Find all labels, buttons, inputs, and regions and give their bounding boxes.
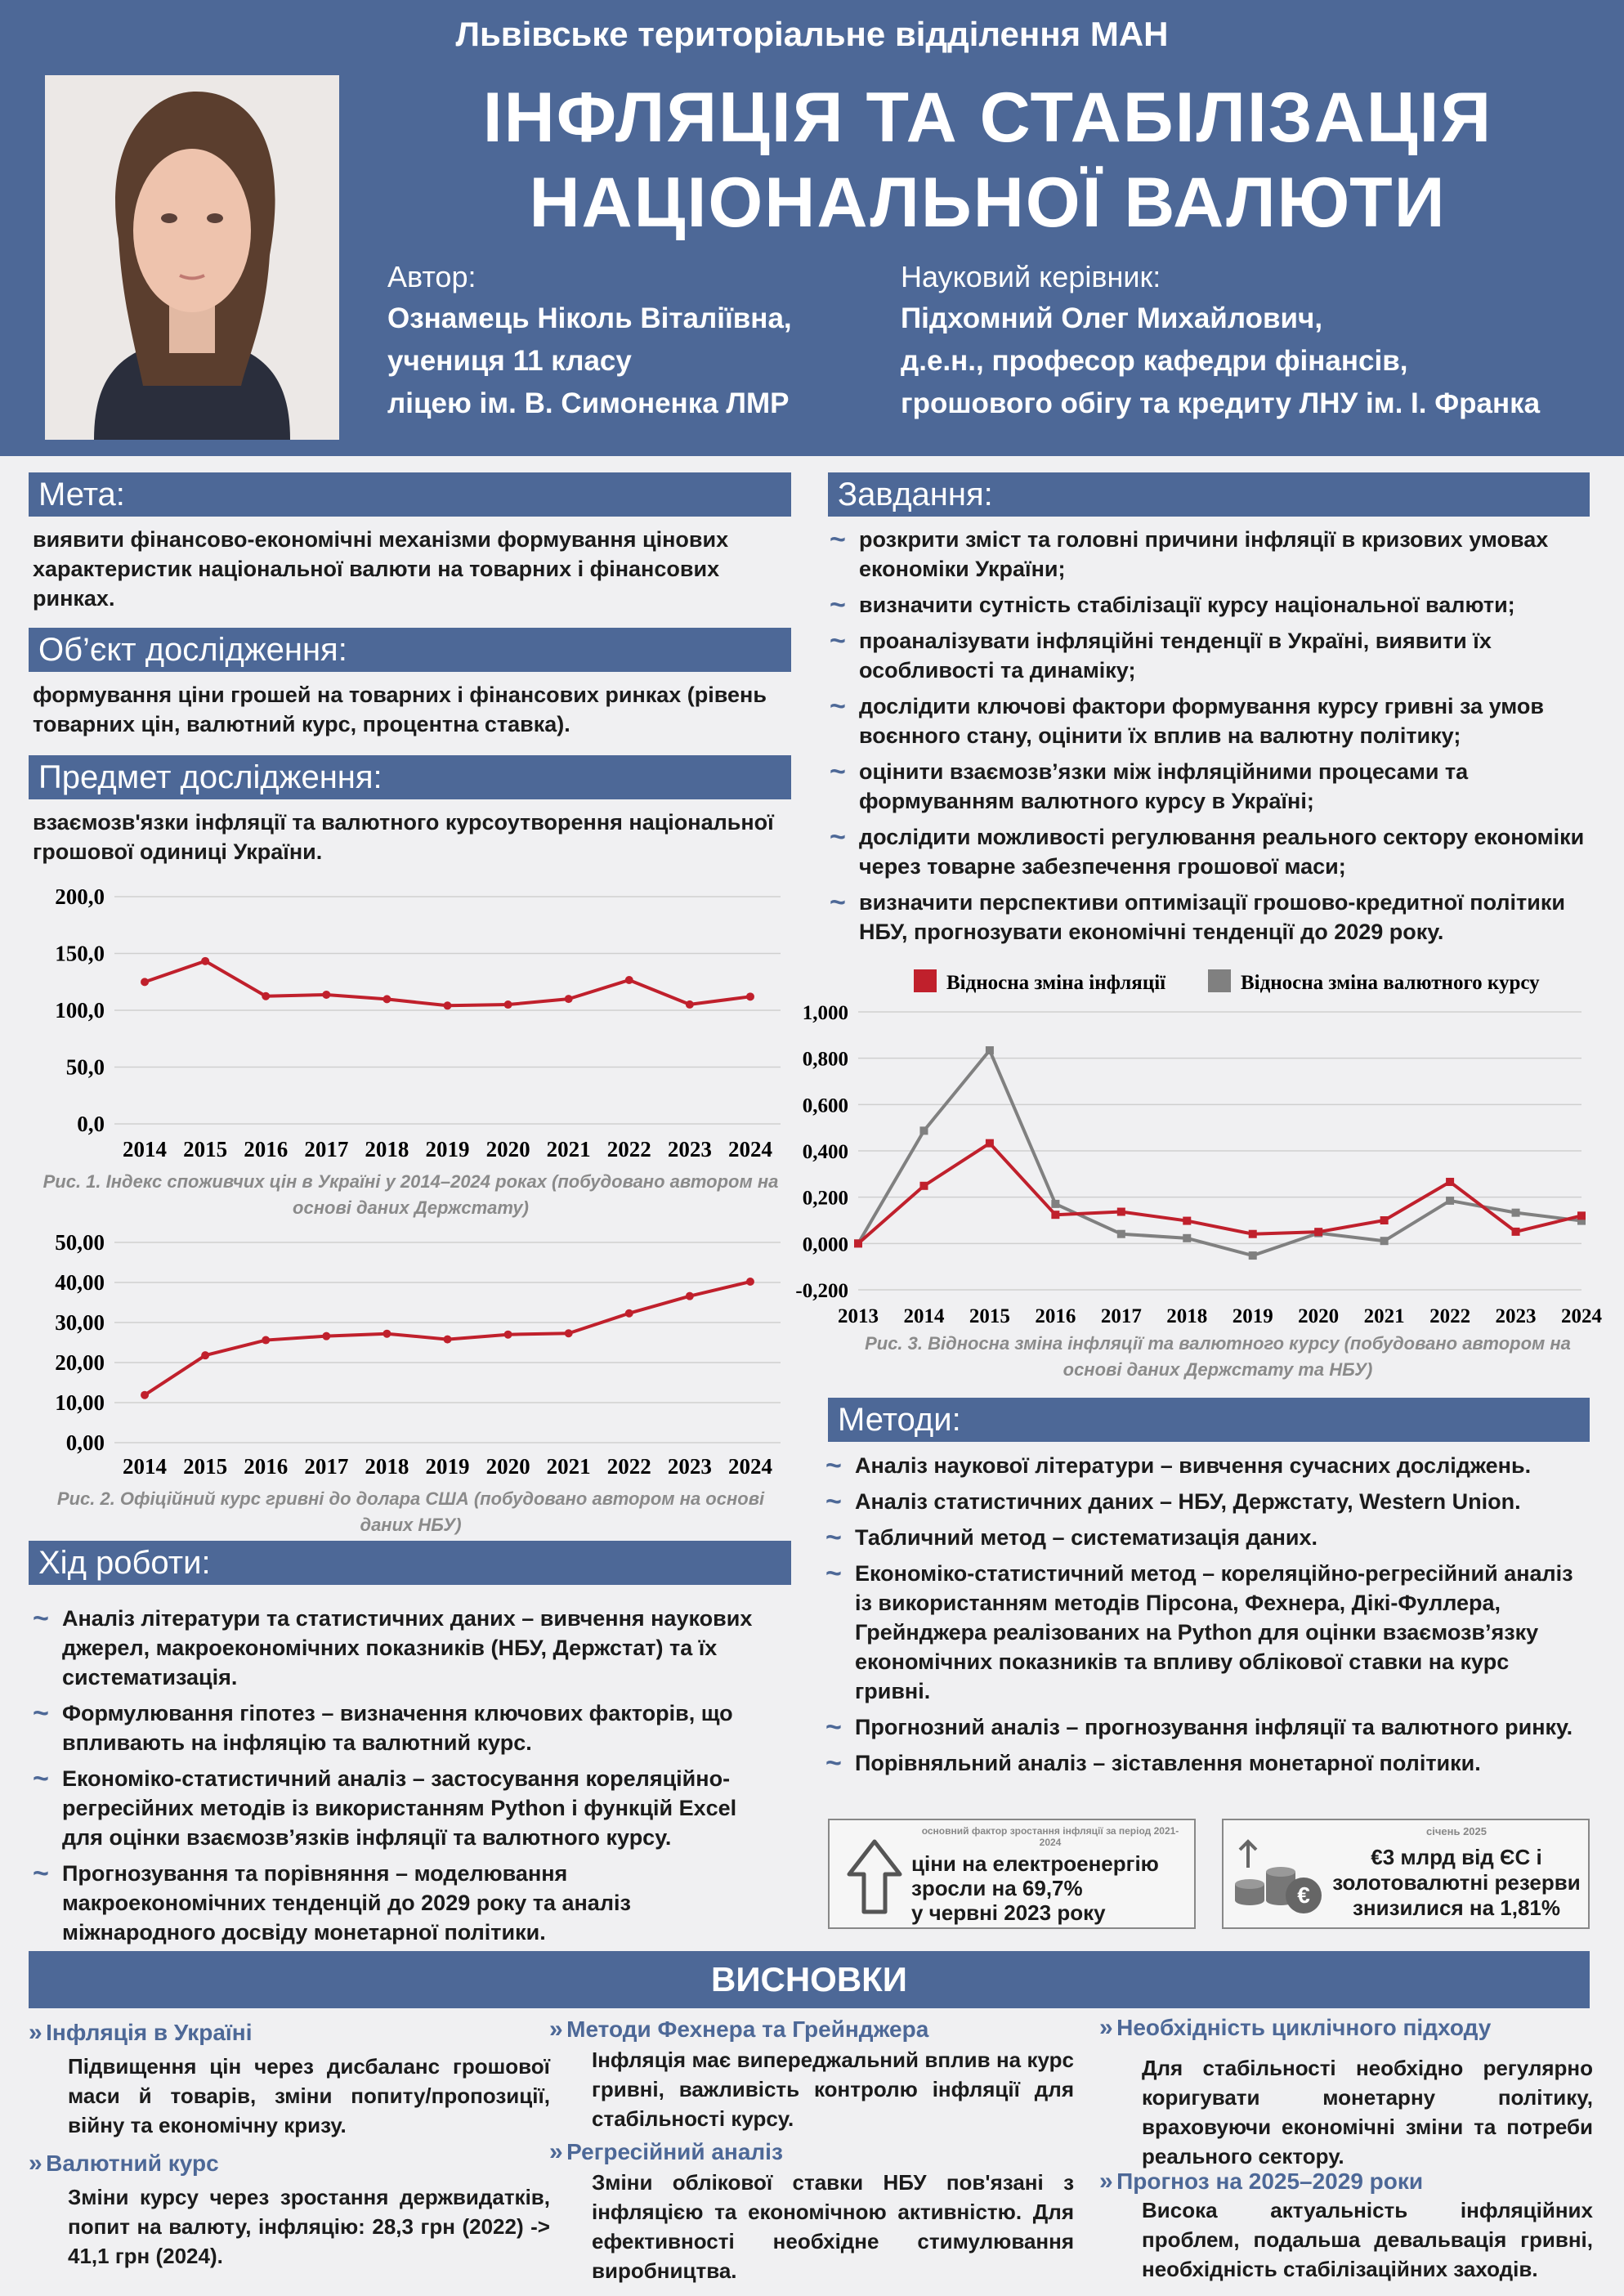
tilde-bullet-icon: ~ — [33, 1858, 49, 1889]
list-item: ~ Прогнозування та порівняння – моделювання макроекономічних тенденцій до 2029 року та аналіз міжнародного досвіду монетарної політики. — [33, 1858, 631, 1945]
supervisor-info: Підхомний Олег Михайлович, д.е.н., професор кафедри фінансів, грошового обігу та кредиту ЛНУ ім. І. Франка — [901, 302, 1541, 419]
data-point — [1446, 1197, 1454, 1205]
data-point — [565, 1329, 573, 1337]
fact-text: €3 млрд від ЄС і золотовалютні резерви знизилися на 1,81% — [1332, 1845, 1581, 1920]
author-info: Ознамець Ніколь Віталіївна, учениця 11 класу ліцею ім. В. Симоненка ЛМР — [387, 302, 792, 419]
x-tick-label: 2022 — [1429, 1305, 1471, 1327]
data-point — [1380, 1216, 1389, 1224]
x-tick-label: 2020 — [485, 1454, 530, 1479]
x-tick-label: 2023 — [667, 1137, 712, 1161]
methods-heading: Методи: — [828, 1398, 1590, 1442]
organization-name: Львівське територіальне відділення МАН — [455, 15, 1169, 53]
data-point — [686, 1292, 694, 1300]
x-tick-label: 2017 — [304, 1454, 349, 1479]
data-point — [854, 1239, 862, 1247]
poster-title: ІНФЛЯЦІЯ ТА СТАБІЛІЗАЦІЯ НАЦІОНАЛЬНОЇ ВАЛЮТИ — [482, 78, 1493, 242]
y-tick-label: 30,00 — [55, 1310, 105, 1335]
legend-label-exchange: Відносна зміна валютного курсу — [1241, 972, 1540, 994]
data-point — [1183, 1217, 1191, 1225]
y-tick-label: 150,0 — [55, 941, 105, 966]
progress-heading: Хід роботи: — [29, 1541, 791, 1585]
x-tick-label: 2019 — [1232, 1305, 1273, 1327]
list-item: ~ Табличний метод – систематизація даних. — [825, 1522, 1318, 1553]
progress-list — [33, 1604, 768, 1954]
y-tick-label: 40,00 — [55, 1270, 105, 1295]
data-point — [322, 991, 330, 999]
x-tick-label: 2015 — [969, 1305, 1010, 1327]
data-point — [141, 978, 149, 986]
data-point — [686, 1000, 694, 1009]
data-point — [919, 1126, 928, 1135]
methods-list — [825, 1451, 1577, 1784]
chart2-caption: Рис. 2. Офіційний курс гривні до долара США (побудовано автором на основі даних НБУ) — [56, 1488, 765, 1535]
tasks-heading: Завдання: — [828, 472, 1590, 517]
x-tick-label: 2016 — [244, 1137, 289, 1161]
list-item: ~ Прогнозний аналіз – прогнозування інфляції та валютного ринку. — [825, 1712, 1573, 1743]
list-item: ~ Економіко-статистичний метод – кореляційно-регресійний аналіз із використанням методів Пірсона, Фехнера, Дікі-Фуллера, Грейнджера реалізованих на Python для оцінки взаємозв’язку економічних показників та впливу облікової ставки на курс гривні. — [825, 1558, 1573, 1703]
x-tick-label: 2020 — [1298, 1305, 1340, 1327]
x-tick-label: 2014 — [123, 1454, 168, 1479]
data-point — [1249, 1251, 1257, 1260]
y-tick-label: 50,00 — [55, 1230, 105, 1255]
x-tick-label: 2017 — [304, 1137, 349, 1161]
legend-swatch-exchange — [1208, 969, 1231, 992]
tilde-bullet-icon: ~ — [825, 1486, 842, 1517]
conclusion-block: » Прогноз на 2025–2029 роки Висока актуальність інфляційних проблем, подальша девальвація гривні, необхідність стабілізаційних заходів. — [1099, 2168, 1593, 2281]
fact-caption: основний фактор зростання інфляції за період 2021-2024 — [921, 1825, 1179, 1848]
y-tick-label: 200,0 — [55, 884, 105, 909]
data-point — [444, 1336, 452, 1344]
x-tick-label: 2015 — [183, 1454, 228, 1479]
tilde-bullet-icon: ~ — [33, 1603, 49, 1634]
data-point — [986, 1139, 994, 1148]
double-chevron-icon: » — [1099, 2168, 1113, 2195]
x-tick-label: 2023 — [1495, 1305, 1537, 1327]
x-tick-label: 2022 — [606, 1454, 651, 1479]
data-point — [201, 957, 209, 965]
chart1-caption: Рис. 1. Індекс споживчих цін в Україні у 2014–2024 роках (побудовано автором на основі даних Держстату) — [43, 1171, 779, 1218]
conclusion-block: » Інфляція в Україні Підвищення цін через дисбаланс грошової маси й товарів, зміни попиту/пропозиції, війну та економічну кризу. — [29, 2019, 550, 2137]
tilde-bullet-icon: ~ — [825, 1748, 842, 1779]
conclusions-heading: ВИСНОВКИ — [29, 1951, 1590, 2008]
data-point — [1314, 1228, 1322, 1236]
list-item: ~ дослідити можливості регулювання реального сектору економіки через товарне забезпечення грошової маси; — [830, 821, 1585, 879]
data-point — [383, 995, 391, 1003]
x-tick-label: 2022 — [606, 1137, 651, 1161]
x-tick-label: 2019 — [425, 1454, 470, 1479]
list-item: ~ оцінити взаємозв’язки між інфляційними процесами та формуванням валютного курсу в Україні; — [830, 756, 1469, 813]
x-tick-label: 2023 — [667, 1454, 712, 1479]
list-item: ~ Економіко-статистичний аналіз – застосування кореляційно-регресійних методів із використанням Python і функцій Excel для оцінки взаємозв’язків інфляції та валютного курсу. — [33, 1763, 737, 1850]
relative-change-line-chart — [785, 955, 1602, 1339]
data-point — [1183, 1234, 1191, 1242]
x-tick-label: 2019 — [425, 1137, 470, 1161]
data-point — [746, 1278, 754, 1286]
list-item: ~ дослідити ключові фактори формування курсу гривні за умов воєнного стану, оцінити їх вплив на валютну політику; — [830, 691, 1544, 748]
tilde-bullet-icon: ~ — [830, 691, 846, 722]
data-point — [1117, 1208, 1125, 1216]
data-point — [1512, 1209, 1520, 1217]
data-point — [201, 1351, 209, 1359]
data-point — [262, 992, 270, 1000]
y-tick-label: 0,400 — [802, 1141, 848, 1163]
x-tick-label: 2018 — [365, 1454, 409, 1479]
data-point — [746, 992, 754, 1000]
conclusion-block: » Методи Фехнера та Грейнджера Інфляція має випереджальний вплив на курс гривні, важливість контролю інфляції для стабільності курсу. — [549, 2016, 1074, 2131]
author-label: Автор: — [387, 260, 476, 293]
conclusion-block: » Необхідність циклічного підходу Для стабільності необхідно регулярно коригувати монетарну політику, враховуючи економічні зміни та потреби реального сектору. — [1099, 2014, 1593, 2168]
list-item: ~ розкрити зміст та головні причини інфляції в кризових умовах економіки України; — [830, 524, 1549, 581]
data-point — [625, 1309, 633, 1318]
double-chevron-icon: » — [549, 2138, 563, 2165]
data-point — [565, 995, 573, 1003]
x-tick-label: 2016 — [244, 1454, 289, 1479]
list-item: ~ Формулювання гіпотез – визначення ключових факторів, що впливають на інфляцію та валютний курс. — [33, 1698, 733, 1755]
tilde-bullet-icon: ~ — [825, 1712, 842, 1743]
conclusion-block: » Валютний курс Зміни курсу через зростання держвидатків, попит на валюту, інфляцію: 28,3 грн (2022) -> 41,1 грн (2024). — [29, 2150, 550, 2268]
fact-caption: січень 2025 — [1426, 1825, 1487, 1837]
object-text: формування ціни грошей на товарних і фінансових ринках (рівень товарних цін, валютний курс, процентна ставка). — [33, 683, 767, 736]
data-point — [504, 1000, 512, 1009]
x-tick-label: 2013 — [838, 1305, 879, 1327]
chart3-caption: Рис. 3. Відносна зміна інфляції та валютного курсу (побудовано автором на основі даних Держстату та НБУ) — [865, 1333, 1571, 1380]
tilde-bullet-icon: ~ — [830, 524, 846, 555]
cpi-line-chart — [29, 879, 793, 1169]
x-tick-label: 2020 — [485, 1137, 530, 1161]
legend-label-inflation: Відносна зміна інфляції — [946, 972, 1166, 994]
coins-euro-icon — [1232, 1835, 1326, 1917]
y-tick-label: 50,0 — [65, 1054, 105, 1080]
tilde-bullet-icon: ~ — [830, 625, 846, 656]
fact-box-electricity — [828, 1819, 1196, 1929]
double-chevron-icon: » — [1099, 2014, 1113, 2041]
x-tick-label: 2015 — [183, 1137, 228, 1161]
tilde-bullet-icon: ~ — [830, 821, 846, 853]
y-tick-label: 0,00 — [65, 1430, 105, 1455]
tilde-bullet-icon: ~ — [830, 589, 846, 620]
y-tick-label: 0,000 — [802, 1233, 848, 1256]
data-point — [1051, 1200, 1059, 1208]
tasks-list — [830, 525, 1586, 953]
subject-heading: Предмет дослідження: — [29, 755, 791, 799]
series-line — [858, 1050, 1581, 1255]
y-tick-label: 0,200 — [802, 1187, 848, 1210]
legend-swatch-inflation — [914, 969, 937, 992]
arrow-up-icon — [846, 1838, 903, 1916]
tilde-bullet-icon: ~ — [825, 1450, 842, 1481]
data-point — [1249, 1230, 1257, 1238]
tilde-bullet-icon: ~ — [33, 1763, 49, 1794]
data-point — [919, 1182, 928, 1190]
list-item: ~ визначити перспективи оптимізації грошово-кредитної політики НБУ, прогнозувати економічні тенденції до 2029 року. — [830, 887, 1565, 944]
goal-text: виявити фінансово-економічні механізми формування цінових характеристик національної валюти на товарних і фінансових ринках. — [33, 527, 729, 611]
data-point — [1512, 1228, 1520, 1236]
data-point — [1446, 1178, 1454, 1186]
y-tick-label: 0,600 — [802, 1094, 848, 1117]
data-point — [444, 1001, 452, 1009]
x-tick-label: 2021 — [1363, 1305, 1405, 1327]
conclusion-block: » Регресійний аналіз Зміни облікової ставки НБУ пов'язані з інфляцією та економічною активністю. Для ефективності необхідне стимулювання виробництва. — [549, 2138, 1074, 2283]
list-item: ~ Аналіз літератури та статистичних даних – вивчення наукових джерел, макроекономічних показників (НБУ, Держстат) та їх систематизація. — [33, 1603, 753, 1690]
y-tick-label: 1,000 — [802, 1002, 848, 1024]
y-tick-label: 0,0 — [77, 1112, 105, 1136]
y-tick-label: 10,00 — [55, 1390, 105, 1415]
data-point — [1380, 1237, 1389, 1245]
y-tick-label: 20,00 — [55, 1350, 105, 1375]
svg-text:€: € — [1297, 1882, 1310, 1908]
data-point — [383, 1330, 391, 1338]
x-tick-label: 2016 — [1035, 1305, 1076, 1327]
goal-heading: Мета: — [29, 472, 791, 517]
x-tick-label: 2018 — [365, 1137, 409, 1161]
fact-box-reserves — [1222, 1819, 1590, 1929]
list-item: ~ визначити сутність стабілізації курсу національної валюти; — [830, 589, 1515, 620]
double-chevron-icon: » — [29, 2019, 43, 2046]
x-tick-label: 2017 — [1100, 1305, 1142, 1327]
x-tick-label: 2014 — [903, 1305, 945, 1327]
x-tick-label: 2021 — [546, 1454, 591, 1479]
tilde-bullet-icon: ~ — [830, 887, 846, 918]
subject-text: взаємозв'язки інфляції та валютного курсоутворення національної грошової одиниці України. — [33, 810, 774, 864]
data-point — [141, 1391, 149, 1399]
y-tick-label: -0,200 — [795, 1280, 848, 1302]
x-tick-label: 2024 — [1561, 1305, 1602, 1327]
author-photo — [45, 75, 339, 440]
y-tick-label: 100,0 — [55, 998, 105, 1023]
data-point — [1051, 1211, 1059, 1219]
list-item: ~ проаналізувати інфляційні тенденції в Україні, виявити їх особливості та динаміку; — [830, 625, 1492, 683]
exchange-rate-line-chart — [29, 1226, 793, 1488]
data-point — [1117, 1230, 1125, 1238]
supervisor-label: Науковий керівник: — [901, 260, 1161, 293]
data-point — [504, 1331, 512, 1339]
x-tick-label: 2024 — [727, 1454, 772, 1479]
tilde-bullet-icon: ~ — [830, 756, 846, 787]
list-item: ~ Порівняльний аналіз – зіставлення монетарної політики. — [825, 1748, 1481, 1779]
y-tick-label: 0,800 — [802, 1048, 848, 1071]
double-chevron-icon: » — [549, 2016, 563, 2043]
data-point — [1577, 1211, 1586, 1220]
double-chevron-icon: » — [29, 2150, 43, 2177]
data-point — [262, 1336, 270, 1345]
data-point — [625, 976, 633, 984]
series-line — [858, 1144, 1581, 1244]
tilde-bullet-icon: ~ — [825, 1522, 842, 1553]
list-item: ~ Аналіз наукової літератури – вивчення сучасних досліджень. — [825, 1450, 1532, 1481]
x-tick-label: 2021 — [546, 1137, 591, 1161]
x-tick-label: 2024 — [727, 1137, 772, 1161]
object-heading: Об’єкт дослідження: — [29, 628, 791, 672]
series-line — [145, 961, 750, 1005]
data-point — [322, 1332, 330, 1340]
tilde-bullet-icon: ~ — [33, 1698, 49, 1729]
tilde-bullet-icon: ~ — [825, 1558, 842, 1589]
x-tick-label: 2018 — [1166, 1305, 1208, 1327]
data-point — [986, 1046, 994, 1054]
fact-text: ціни на електроенергію зросли на 69,7% у червні 2023 року — [911, 1851, 1159, 1925]
list-item: ~ Аналіз статистичних даних – НБУ, Держстату, Western Union. — [825, 1486, 1521, 1517]
x-tick-label: 2014 — [123, 1137, 168, 1161]
